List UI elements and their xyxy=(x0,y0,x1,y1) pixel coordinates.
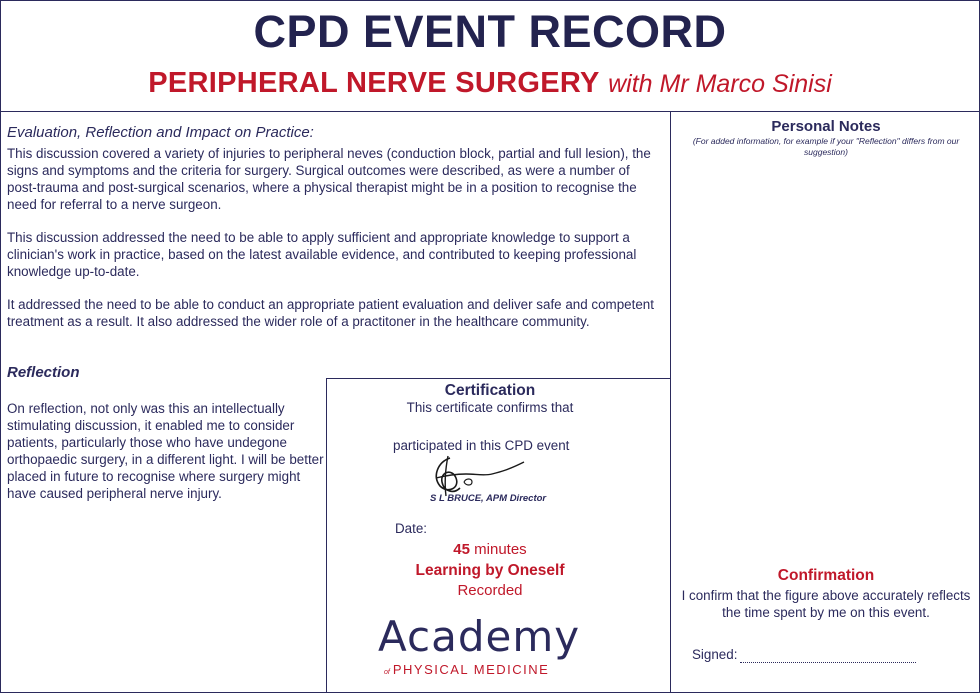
certification-line-1: This certificate confirms that xyxy=(406,400,574,415)
date-label: Date: xyxy=(395,521,428,536)
evaluation-heading: Evaluation, Reflection and Impact on Practice: xyxy=(7,124,314,141)
logo-wordmark: Academy xyxy=(378,612,581,661)
signature-line[interactable] xyxy=(740,662,916,663)
presenter-name: with Mr Marco Sinisi xyxy=(608,70,832,98)
record-status: Recorded xyxy=(457,582,523,599)
confirmation-heading: Confirmation xyxy=(777,567,875,584)
logo-tagline xyxy=(384,662,549,677)
page-title: CPD EVENT RECORD xyxy=(253,6,727,57)
subtitle xyxy=(0,67,980,100)
duration-unit: minutes xyxy=(474,541,527,558)
duration-value: 45 xyxy=(453,541,470,558)
reflection-text: On reflection, not only was this an intellectually stimulating discussion, it enabled me to consider patients, particularly those who have undegone orthopaedic surgery, in a different light. I will be better placed in future to recognise where surgery might have caused peripheral nerve injury. xyxy=(7,401,324,501)
confirmation-text: I confirm that the figure above accurately reflects the time spent by me on this event. xyxy=(681,588,971,620)
course-title: PERIPHERAL NERVE SURGERY xyxy=(148,67,600,99)
learning-method: Learning by Oneself xyxy=(415,562,565,579)
reflection-heading: Reflection xyxy=(7,364,80,381)
certification-line-2: participated in this CPD event xyxy=(393,438,570,453)
personal-notes-heading: Personal Notes xyxy=(771,118,881,135)
personal-notes-subtext: (For added information, for example if your "Reflection" differs from our suggestion) xyxy=(692,136,960,157)
evaluation-paragraph: This discussion addressed the need to be able to apply sufficient and appropriate knowledge to support a clinician's work in practice, based on the latest available evidence, and contributed to keeping professional knowledge up-to-date. xyxy=(7,230,637,279)
evaluation-paragraph: This discussion covered a variety of injuries to peripheral neves (conduction block, partial and full lesion), the signs and symptoms and the criteria for surgery. Surgical outcomes were described, as were a number of post-trauma and post-surgical scenarios, where a physical therapist might be in a position to recognise the need for referral to a nerve surgeon. xyxy=(7,146,651,212)
certification-heading: Certification xyxy=(444,382,536,399)
academy-logo xyxy=(378,612,608,682)
duration xyxy=(326,541,654,558)
signer-name: S L BRUCE, APM Director xyxy=(430,493,547,504)
logo-of: of xyxy=(384,669,390,676)
header-divider xyxy=(0,111,980,112)
logo-tagline-text: PHYSICAL MEDICINE xyxy=(392,662,550,677)
evaluation-paragraph: It addressed the need to be able to conduct an appropriate patient evaluation and deliver safe and competent treatment as a result. It also addressed the wider role of a practitoner in the healthcare community. xyxy=(7,297,654,329)
signed-label: Signed: xyxy=(692,647,738,662)
